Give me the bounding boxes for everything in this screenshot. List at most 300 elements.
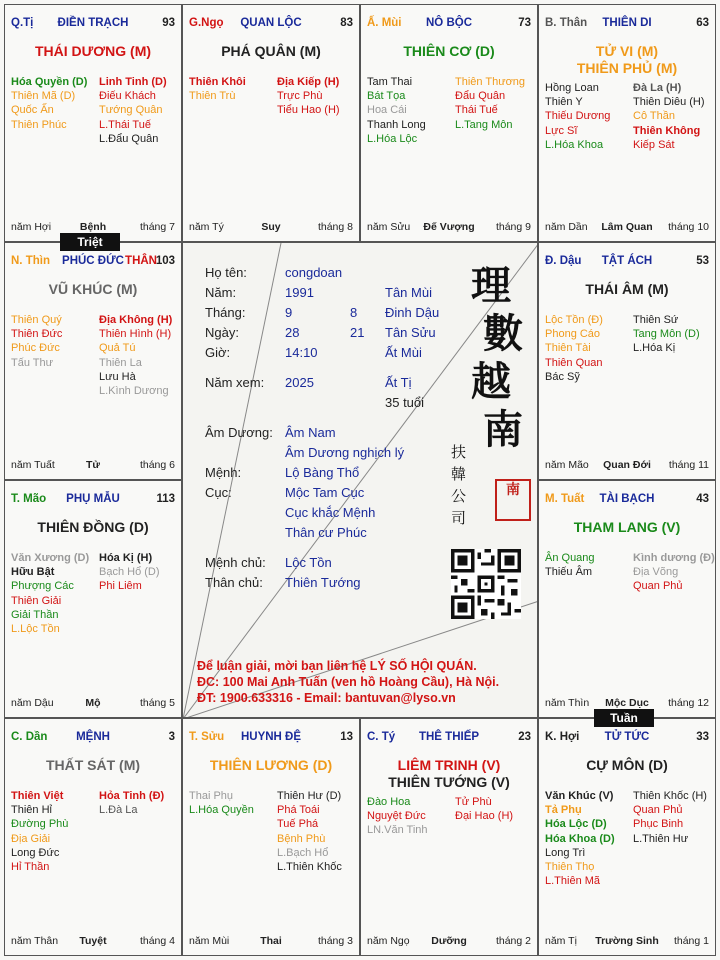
main-stars — [543, 519, 711, 536]
minor-star: Cô Thần — [633, 110, 675, 123]
minor-stars-right — [455, 795, 513, 823]
minor-star: Hồng Loan — [545, 82, 599, 94]
qr-code — [451, 549, 521, 619]
minor-star: L.Tang Môn — [455, 118, 513, 131]
main-stars — [9, 43, 177, 60]
minor-star: Tử Phù — [455, 796, 492, 808]
branch-label: T. Sửu — [189, 731, 225, 743]
palace-month: tháng 11 — [668, 459, 709, 471]
main-star: CỰ MÔN (D) — [586, 757, 668, 773]
minor-star: Tả Phụ — [545, 804, 582, 817]
main-star: THÁI DƯƠNG (M) — [34, 43, 152, 59]
amduong-label: Âm Dương: — [205, 425, 273, 440]
minor-star: Địa Giải — [11, 832, 51, 845]
palace-age: 53 — [696, 255, 709, 267]
branch-label: G.Ngọ — [189, 17, 224, 29]
minor-star: Quan Phủ — [633, 804, 683, 817]
palace-year: năm Tị — [545, 935, 577, 947]
palace-age: 3 — [168, 731, 175, 743]
main-star: THAM LANG (V) — [573, 519, 681, 535]
branch-label: Ấ. Mùi — [367, 17, 402, 29]
minor-star: Thiếu Dương — [545, 110, 611, 123]
minor-star: Thiên Không — [633, 124, 701, 137]
main-star: LIÊM TRINH (V) — [397, 757, 501, 773]
minor-star: Thiên Thương — [455, 76, 526, 88]
palace-stage: Mộc Dục — [605, 697, 649, 709]
palace-stage: Tuyệt — [79, 935, 107, 947]
minor-star: Hỉ Thần — [11, 861, 50, 874]
palace-footer — [545, 221, 709, 235]
minor-star: Thiên Đức — [11, 328, 63, 341]
minor-stars-left — [545, 551, 595, 579]
minor-stars-right — [99, 789, 164, 817]
month-solar: 9 — [285, 305, 293, 320]
minor-star: Phượng Các — [11, 580, 74, 593]
palace-footer — [189, 221, 353, 235]
day-lunar: 21 — [350, 325, 365, 340]
view-year-can: Ất Tị — [385, 375, 412, 390]
view-year-value: 2025 — [285, 375, 314, 390]
minor-star: Đẩu Quân — [455, 90, 506, 103]
palace-month: tháng 4 — [139, 935, 175, 947]
minor-star: Tam Thai — [367, 76, 413, 88]
minor-star: Thanh Long — [367, 118, 426, 131]
minor-star: L.Hóa Kị — [633, 342, 676, 355]
palace-age: 63 — [696, 17, 709, 29]
palace-name: TỬ TỨC — [604, 731, 650, 743]
minor-star: Thiên Quý — [11, 314, 62, 326]
minor-star: Tang Môn (D) — [633, 328, 700, 341]
palace-year: năm Tý — [189, 221, 224, 233]
name-label: Họ tên: — [205, 265, 247, 280]
minor-star: Thiên Hư (D) — [277, 790, 342, 802]
calligraphy-char: 數 — [483, 310, 523, 357]
minor-star: Hữu Bật — [11, 566, 55, 579]
minor-star: Bác Sỹ — [545, 370, 580, 383]
palace-name: TÀI BẠCH — [599, 493, 655, 505]
main-star: THIÊN TƯỚNG (V) — [388, 774, 510, 790]
cuc-label: Cục: — [205, 485, 232, 500]
palace-stage: Thai — [260, 935, 282, 947]
minor-star: Tiểu Hao (H) — [277, 104, 340, 117]
palace-ty — [360, 718, 538, 956]
palace-suu — [182, 718, 360, 956]
palace-header — [367, 731, 531, 747]
branch-label: B. Thân — [545, 17, 588, 29]
minor-stars-left — [11, 313, 62, 370]
minor-stars-left — [189, 75, 246, 103]
palace-dan — [4, 718, 182, 956]
minor-star: Thiên Giải — [11, 594, 62, 607]
palace-name: NÔ BỘC — [426, 17, 472, 29]
calligraphy-sub-char: 公 — [451, 487, 467, 505]
palace-age: 103 — [155, 255, 175, 267]
minor-star: Ân Quang — [545, 552, 595, 564]
minor-star: Địa Không (H) — [99, 314, 173, 326]
palace-stage: Tử — [85, 459, 101, 471]
minor-stars-right — [633, 551, 715, 594]
palace-month: tháng 9 — [495, 221, 531, 233]
main-stars — [9, 281, 177, 298]
tuan-tag: Tuần — [594, 709, 654, 727]
palace-year: năm Sửu — [367, 221, 411, 233]
palace-month: tháng 1 — [673, 935, 709, 947]
palace-stage: Đế Vượng — [423, 221, 475, 233]
minor-star: Thiên Quan — [545, 356, 603, 369]
view-year-row — [205, 375, 505, 390]
calligraphy-sub-char: 韓 — [451, 465, 467, 483]
name-value: congdoan — [285, 265, 343, 280]
minor-star: L.Hóa Quyền — [189, 804, 254, 817]
minor-star: Hóa Lộc (D) — [545, 818, 607, 831]
main-stars — [9, 519, 177, 536]
year-label: Năm: — [205, 285, 237, 300]
minor-star: L.Đà La — [99, 804, 138, 817]
palace-footer — [11, 935, 175, 949]
minor-star: Thiên Diêu (H) — [633, 96, 705, 109]
cuc-note-1: Cục khắc Mệnh — [285, 505, 376, 520]
hour-row — [205, 345, 505, 360]
palace-footer — [11, 459, 175, 473]
minor-stars-left — [367, 75, 426, 146]
month-lunar: 8 — [350, 305, 358, 320]
minor-star: Kình dương (Đ) — [633, 552, 715, 564]
minor-stars-left — [367, 795, 428, 838]
amduong-note: Âm Dương nghịch lý — [285, 445, 405, 460]
minor-star: Bạch Hổ (D) — [99, 566, 160, 579]
palace-month: tháng 5 — [139, 697, 175, 709]
contact-address: ĐC: 100 Mai Anh Tuấn (ven hồ Hoàng Cầu), Hà Nội. — [197, 675, 500, 689]
branch-label: N. Thìn — [11, 255, 50, 267]
minor-star: L.Thái Tuế — [99, 118, 151, 131]
palace-age: 93 — [162, 17, 175, 29]
minor-star: Lực Sĩ — [545, 124, 578, 137]
minor-star: Thiên Tài — [545, 342, 591, 355]
palace-header — [11, 255, 175, 271]
age-value: 35 tuổi — [385, 395, 425, 410]
minor-star: Tấu Thư — [11, 356, 54, 369]
palace-year: năm Hợi — [11, 221, 52, 233]
menh-label: Mệnh: — [205, 465, 242, 480]
minor-star: Phúc Đức — [11, 342, 60, 355]
minor-star: Thiên Hỉ — [11, 804, 52, 817]
minor-star: Đại Hao (H) — [455, 810, 514, 823]
minor-star: L.Thiên Hư — [633, 832, 689, 845]
minor-star: Địa Võng — [633, 566, 679, 579]
center-info-panel — [182, 242, 538, 718]
palace-stage: Bệnh — [79, 221, 107, 233]
main-stars — [187, 43, 355, 60]
palace-header — [545, 17, 709, 33]
minor-star: Lộc Tồn (Đ) — [545, 314, 603, 326]
minor-star: Lưu Hà — [99, 370, 136, 383]
minor-star: L.Hóa Khoa — [545, 138, 604, 151]
thanchu-value: Thiên Tướng — [285, 575, 361, 590]
minor-stars-left — [11, 789, 68, 874]
menhchu-value: Lộc Tồn — [285, 555, 332, 570]
branch-label: M. Tuất — [545, 493, 585, 505]
hour-value: 14:10 — [285, 345, 318, 360]
palace-than — [538, 4, 716, 242]
minor-star: L.Kình Dương — [99, 385, 169, 398]
minor-star: Thiên Hình (H) — [99, 328, 172, 341]
palace-header — [11, 731, 175, 747]
minor-stars-right — [99, 75, 167, 146]
palace-header — [545, 255, 709, 271]
palace-stage: Trường Sinh — [595, 935, 659, 947]
year-solar: 1991 — [285, 285, 314, 300]
palace-month: tháng 2 — [495, 935, 531, 947]
minor-stars-right — [99, 313, 172, 398]
palace-mao — [4, 480, 182, 718]
palace-year: năm Thìn — [545, 697, 590, 709]
minor-star: Nguyệt Đức — [367, 810, 426, 823]
day-label: Ngày: — [205, 325, 239, 340]
palace-suffix: THÂN — [125, 255, 157, 267]
minor-star: Hoa Cái — [367, 104, 407, 117]
minor-stars-right — [277, 789, 342, 874]
calligraphy-sub-char: 司 — [451, 509, 467, 527]
main-star: THIÊN CƠ (D) — [403, 43, 495, 59]
minor-star: Đà La (H) — [633, 82, 682, 94]
palace-age: 113 — [156, 493, 175, 505]
palace-header — [189, 731, 353, 747]
day-row — [205, 325, 505, 340]
minor-stars-right — [633, 789, 707, 846]
minor-star: Đường Phù — [11, 818, 69, 831]
minor-stars-left — [11, 551, 89, 636]
palace-stage: Quan Đới — [603, 459, 651, 471]
palace-age: 43 — [696, 493, 709, 505]
branch-label: T. Mão — [11, 493, 47, 505]
main-stars — [365, 43, 533, 60]
palace-mui — [360, 4, 538, 242]
palace-stage: Dưỡng — [431, 935, 467, 947]
branch-label: Đ. Dậu — [545, 255, 582, 267]
palace-year: năm Mùi — [189, 935, 230, 947]
palace-month: tháng 12 — [668, 697, 709, 709]
minor-stars-right — [99, 551, 160, 594]
minor-stars-left — [545, 313, 603, 384]
minor-star: Điếu Khách — [99, 90, 156, 103]
palace-footer — [545, 459, 709, 473]
main-stars — [187, 757, 355, 774]
palace-name: HUYNH ĐỆ — [240, 731, 302, 743]
triet-tag: Triệt — [60, 233, 120, 251]
minor-star: Thiên Trù — [189, 90, 236, 103]
minor-star: Giải Thần — [11, 608, 59, 621]
minor-star: Long Đức — [11, 846, 60, 859]
minor-stars-left — [189, 789, 254, 817]
palace-footer — [367, 221, 531, 235]
calligraphy-char: 理 — [471, 262, 511, 309]
palace-name: PHÚC ĐỨC — [62, 255, 124, 267]
branch-label: Q.Tị — [11, 17, 34, 29]
main-star: VŨ KHÚC (M) — [48, 281, 138, 297]
palace-header — [545, 731, 709, 747]
palace-name: MỆNH — [76, 731, 110, 743]
contact-notice: Để luận giải, mời bạn liên hệ LÝ SỐ HỘI QUÁN. — [197, 659, 477, 673]
minor-star: L.Lộc Tồn — [11, 623, 60, 636]
main-star: THÁI ÂM (M) — [585, 281, 669, 297]
minor-star: Thiên Y — [545, 96, 583, 109]
palace-ti — [4, 4, 182, 242]
amduong-row — [205, 425, 505, 440]
palace-year: năm Dần — [545, 221, 588, 233]
main-star: THIÊN LƯƠNG (D) — [209, 757, 333, 773]
minor-star: Tướng Quân — [99, 104, 163, 117]
palace-year: năm Mão — [545, 459, 589, 471]
red-seal: 南 — [495, 479, 531, 521]
palace-month: tháng 3 — [317, 935, 353, 947]
main-star: THIÊN PHỦ (M) — [576, 60, 678, 76]
minor-star: Thiên Khôi — [189, 76, 246, 88]
palace-age: 83 — [340, 17, 353, 29]
minor-stars-right — [633, 81, 705, 152]
palace-header — [11, 493, 175, 509]
palace-name: PHỤ MẪU — [66, 493, 120, 505]
palace-tuat — [538, 480, 716, 718]
main-stars — [543, 757, 711, 774]
palace-age: 33 — [696, 731, 709, 743]
minor-star: Phục Binh — [633, 818, 684, 831]
palace-footer — [545, 935, 709, 949]
main-stars — [365, 757, 533, 791]
day-solar: 28 — [285, 325, 300, 340]
palace-footer — [189, 935, 353, 949]
minor-star: Tuế Phá — [277, 818, 319, 831]
minor-star: Hóa Khoa (D) — [545, 832, 615, 845]
minor-star: L.Đẩu Quân — [99, 132, 159, 145]
minor-star: L.Thiên Khốc — [277, 861, 342, 874]
palace-name: TẬT ÁCH — [601, 255, 653, 267]
minor-star: Đào Hoa — [367, 796, 411, 808]
palace-month: tháng 7 — [139, 221, 175, 233]
minor-star: Thiên La — [99, 356, 142, 369]
minor-star: Phong Cáo — [545, 328, 601, 341]
palace-year: năm Dậu — [11, 697, 54, 709]
month-can: Đinh Dậu — [385, 305, 440, 320]
minor-star: Thiên Thọ — [545, 861, 595, 874]
main-stars — [543, 43, 711, 77]
minor-star: Văn Xương (D) — [11, 552, 90, 564]
palace-month: tháng 6 — [139, 459, 175, 471]
minor-star: Linh Tinh (D) — [99, 76, 167, 88]
minor-star: Hóa Kị (H) — [99, 552, 153, 564]
minor-star: Phá Toái — [277, 804, 320, 817]
minor-stars-left — [545, 789, 615, 888]
palace-header — [189, 17, 353, 33]
palace-year: năm Tuất — [11, 459, 55, 471]
minor-star: Hỏa Tinh (Đ) — [99, 790, 165, 802]
palace-stage: Mộ — [85, 697, 101, 709]
palace-age: 73 — [518, 17, 531, 29]
year-row — [205, 285, 505, 300]
calligraphy-sub-char: 扶 — [451, 443, 467, 461]
minor-star: Thiên Khốc (H) — [633, 790, 707, 802]
cuc-value: Mộc Tam Cục — [285, 485, 365, 500]
palace-age: 13 — [340, 731, 353, 743]
minor-star: Trực Phù — [277, 90, 323, 103]
minor-star: Quan Phủ — [633, 580, 683, 593]
minor-stars-right — [633, 313, 700, 356]
palace-header — [11, 17, 175, 33]
palace-dau — [538, 242, 716, 480]
hour-can: Ất Mùi — [385, 345, 422, 360]
palace-stage: Suy — [261, 221, 281, 233]
palace-month: tháng 8 — [317, 221, 353, 233]
palace-ngo — [182, 4, 360, 242]
name-row — [205, 265, 343, 280]
minor-star: Long Trì — [545, 846, 586, 859]
branch-label: C. Dần — [11, 731, 48, 743]
palace-year: năm Ngọ — [367, 935, 410, 947]
minor-stars-left — [545, 81, 610, 152]
menh-value: Lộ Bàng Thổ — [285, 465, 360, 480]
palace-month: tháng 10 — [668, 221, 709, 233]
minor-stars-left — [11, 75, 87, 132]
main-star: TỬ VI (M) — [595, 43, 659, 59]
minor-star: Hóa Quyền (D) — [11, 76, 88, 88]
palace-age: 23 — [518, 731, 531, 743]
minor-star: Thiên Việt — [11, 790, 64, 802]
minor-star: Phi Liêm — [99, 580, 142, 593]
main-stars — [9, 757, 177, 774]
minor-star: Quốc Ấn — [11, 104, 54, 117]
palace-hoi — [538, 718, 716, 956]
year-lunar: Tân Mùi — [385, 285, 432, 300]
palace-name: ĐIỀN TRẠCH — [57, 17, 129, 29]
palace-year: năm Thân — [11, 935, 59, 947]
minor-star: Bát Tọa — [367, 90, 406, 103]
palace-name: THÊ THIẾP — [418, 731, 480, 743]
palace-footer — [11, 697, 175, 711]
minor-star: Văn Khúc (V) — [545, 790, 614, 802]
palace-name: QUAN LỘC — [240, 17, 302, 29]
cuc-note-2: Thân cư Phúc — [285, 525, 367, 540]
branch-label: K. Hợi — [545, 731, 580, 743]
palace-stage: Lâm Quan — [601, 221, 653, 233]
contact-phone-email: ĐT: 1900.633316 - Email: bantuvan@lyso.vn — [197, 691, 456, 705]
view-year-label: Năm xem: — [205, 375, 265, 390]
palace-header — [367, 17, 531, 33]
palace-name: THIÊN DI — [602, 17, 652, 29]
palace-footer — [367, 935, 531, 949]
minor-stars-right — [455, 75, 525, 132]
minor-star: Thiên Mã (D) — [11, 90, 76, 103]
minor-star: Thiên Phúc — [11, 118, 67, 131]
minor-star: Địa Kiếp (H) — [277, 76, 340, 88]
calligraphy-char: 越 — [471, 358, 511, 405]
minor-star: Thiên Sứ — [633, 314, 679, 326]
minor-star: Thai Phụ — [189, 790, 234, 802]
branch-label: C. Tý — [367, 731, 396, 743]
calligraphy-char: 南 — [483, 406, 523, 453]
menhchu-label: Mệnh chủ: — [205, 555, 266, 570]
minor-star: Quả Tú — [99, 342, 136, 355]
hour-label: Giờ: — [205, 345, 231, 360]
main-star: THẤT SÁT (M) — [45, 757, 141, 773]
minor-star: L.Thiên Mã — [545, 875, 601, 888]
thanchu-label: Thân chủ: — [205, 575, 263, 590]
palace-header — [545, 493, 709, 509]
minor-star: Bệnh Phù — [277, 832, 326, 845]
month-label: Tháng: — [205, 305, 246, 320]
main-star: THIÊN ĐỒNG (D) — [37, 519, 149, 535]
minor-star: L.Hóa Lộc — [367, 132, 418, 145]
month-row — [205, 305, 505, 320]
minor-star: Kiếp Sát — [633, 138, 675, 151]
